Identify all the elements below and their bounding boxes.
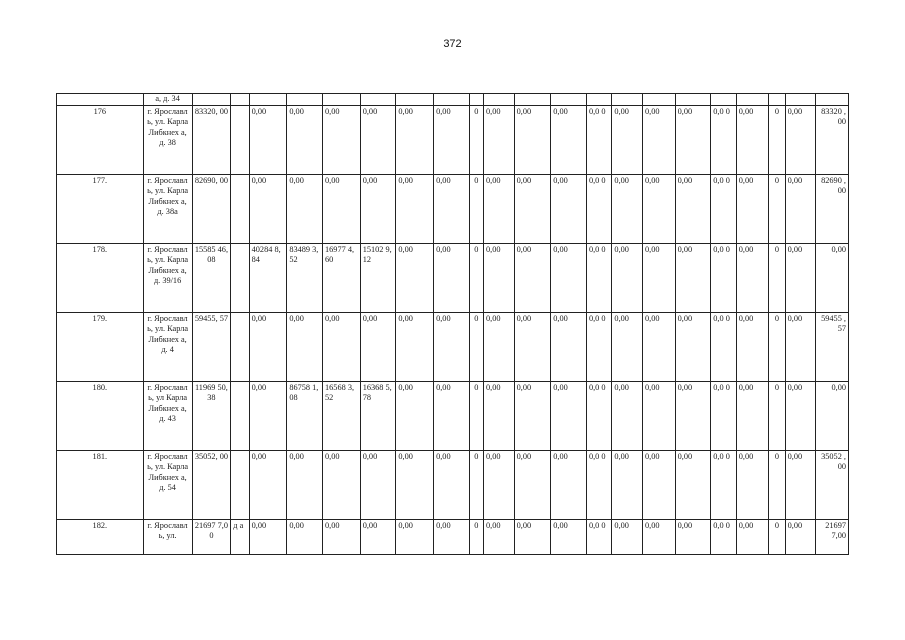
amount-1-cell: 0,00 [249,450,287,519]
amount-13-cell: 0,00 [675,519,711,554]
amount-4-cell: 0,00 [360,312,396,381]
amount-2-cell: 0,00 [287,105,323,174]
amount-3-cell: 0,00 [323,450,361,519]
remaining-amount-cell: 0,00 [816,243,849,312]
empty-cell [192,94,231,106]
amount-6-cell: 0,00 [434,381,470,450]
amount-3-cell: 0,00 [323,174,361,243]
amount-10-cell: 0,0 0 [586,243,611,312]
amount-5-cell: 0,00 [396,450,434,519]
amount-13-cell: 0,00 [675,312,711,381]
count-2-cell: 0 [769,381,785,450]
amount-8-cell: 0,00 [514,450,551,519]
row-number-cell: 181. [57,450,144,519]
amount-7-cell: 0,00 [484,174,515,243]
count-2-cell: 0 [769,243,785,312]
empty-cell [643,94,676,106]
row-number-cell: 177. [57,174,144,243]
amount-1-cell: 40284 8,84 [249,243,287,312]
table-row [57,450,849,519]
amount-6-cell: 0,00 [434,105,470,174]
remaining-amount-cell: 82690 ,00 [816,174,849,243]
marker-cell [231,450,249,519]
amount-16-cell: 0,00 [785,312,816,381]
amount-8-cell: 0,00 [514,381,551,450]
empty-cell [711,94,736,106]
amount-15-cell: 0,00 [736,519,769,554]
page-number: 372 [443,38,462,50]
amount-2-cell: 0,00 [287,312,323,381]
amount-15-cell: 0,00 [736,105,769,174]
amount-11-cell: 0,00 [612,174,643,243]
amount-2-cell: 0,00 [287,450,323,519]
count-1-cell: 0 [469,381,483,450]
row-number-cell: 182. [57,519,144,554]
amount-14-cell: 0,0 0 [711,105,736,174]
table-row [57,381,849,450]
marker-cell [231,174,249,243]
address-cell: г. Ярославл ь, ул Карла Либкнех а, д. 43 [143,381,192,450]
amount-5-cell: 0,00 [396,243,434,312]
empty-cell [323,94,361,106]
empty-cell [586,94,611,106]
amount-9-cell: 0,00 [551,381,587,450]
amount-3-cell: 0,00 [323,105,361,174]
amount-12-cell: 0,00 [643,381,676,450]
amount-7-cell: 0,00 [484,312,515,381]
amount-3-cell: 0,00 [323,519,361,554]
remaining-amount-cell: 59455 ,57 [816,312,849,381]
empty-cell [612,94,643,106]
row-number-cell: 178. [57,243,144,312]
amount-6-cell: 0,00 [434,174,470,243]
amount-16-cell: 0,00 [785,243,816,312]
amount-9-cell: 0,00 [551,105,587,174]
total-amount-cell: 83320, 00 [192,105,231,174]
amount-8-cell: 0,00 [514,243,551,312]
amount-11-cell: 0,00 [612,519,643,554]
remaining-amount-cell: 0,00 [816,381,849,450]
amount-11-cell: 0,00 [612,105,643,174]
address-cell: г. Ярославл ь, ул. Карла Либкнех а, д. 54 [143,450,192,519]
table-row-continuation [57,94,849,106]
row-number-cell: 180. [57,381,144,450]
empty-cell [675,94,711,106]
total-amount-cell: 15585 46,08 [192,243,231,312]
amount-10-cell: 0,0 0 [586,174,611,243]
address-cell: г. Ярославл ь, ул. Карла Либкнех а, д. 4 [143,312,192,381]
table-row [57,105,849,174]
amount-1-cell: 0,00 [249,174,287,243]
amount-15-cell: 0,00 [736,381,769,450]
empty-cell [769,94,785,106]
marker-cell: д а [231,519,249,554]
amount-5-cell: 0,00 [396,381,434,450]
empty-cell [469,94,483,106]
amount-8-cell: 0,00 [514,312,551,381]
count-1-cell: 0 [469,312,483,381]
amount-8-cell: 0,00 [514,174,551,243]
amount-5-cell: 0,00 [396,105,434,174]
amount-15-cell: 0,00 [736,174,769,243]
row-number-cell: 176 [57,105,144,174]
amount-9-cell: 0,00 [551,519,587,554]
total-amount-cell: 21697 7,00 [192,519,231,554]
marker-cell [231,105,249,174]
empty-cell [736,94,769,106]
amount-12-cell: 0,00 [643,312,676,381]
empty-cell [287,94,323,106]
marker-cell [231,243,249,312]
count-2-cell: 0 [769,519,785,554]
amount-9-cell: 0,00 [551,174,587,243]
amount-7-cell: 0,00 [484,381,515,450]
amount-11-cell: 0,00 [612,450,643,519]
amount-9-cell: 0,00 [551,243,587,312]
row-number-cell: 179. [57,312,144,381]
address-cell: а, д. 34 [143,94,192,106]
empty-cell [396,94,434,106]
amount-15-cell: 0,00 [736,243,769,312]
amount-1-cell: 0,00 [249,105,287,174]
amount-10-cell: 0,0 0 [586,381,611,450]
amount-3-cell: 0,00 [323,312,361,381]
amount-6-cell: 0,00 [434,519,470,554]
amount-4-cell: 0,00 [360,105,396,174]
amount-16-cell: 0,00 [785,450,816,519]
amount-14-cell: 0,0 0 [711,519,736,554]
amount-2-cell: 0,00 [287,519,323,554]
amount-7-cell: 0,00 [484,519,515,554]
count-2-cell: 0 [769,450,785,519]
empty-cell [551,94,587,106]
amount-6-cell: 0,00 [434,243,470,312]
count-1-cell: 0 [469,450,483,519]
amount-16-cell: 0,00 [785,381,816,450]
count-2-cell: 0 [769,105,785,174]
amount-11-cell: 0,00 [612,243,643,312]
empty-cell [816,94,849,106]
address-cell: г. Ярославл ь, ул. Карла Либкнех а, д. 39/16 [143,243,192,312]
remaining-amount-cell: 35052 ,00 [816,450,849,519]
amount-6-cell: 0,00 [434,312,470,381]
amount-4-cell: 0,00 [360,450,396,519]
amount-6-cell: 0,00 [434,450,470,519]
count-2-cell: 0 [769,312,785,381]
amount-10-cell: 0,0 0 [586,312,611,381]
table-row [57,312,849,381]
marker-cell [231,312,249,381]
amount-8-cell: 0,00 [514,519,551,554]
total-amount-cell: 82690, 00 [192,174,231,243]
amount-2-cell: 86758 1,08 [287,381,323,450]
amount-7-cell: 0,00 [484,243,515,312]
empty-cell [785,94,816,106]
amount-5-cell: 0,00 [396,312,434,381]
marker-cell [231,381,249,450]
remaining-amount-cell: 83320 ,00 [816,105,849,174]
address-cell: г. Ярославл ь, ул. [143,519,192,554]
count-1-cell: 0 [469,105,483,174]
count-1-cell: 0 [469,519,483,554]
total-amount-cell: 35052, 00 [192,450,231,519]
amount-4-cell: 0,00 [360,174,396,243]
amount-10-cell: 0,0 0 [586,519,611,554]
total-amount-cell: 59455, 57 [192,312,231,381]
empty-cell [231,94,249,106]
amount-1-cell: 0,00 [249,519,287,554]
amount-7-cell: 0,00 [484,105,515,174]
count-1-cell: 0 [469,243,483,312]
amount-12-cell: 0,00 [643,243,676,312]
amount-12-cell: 0,00 [643,450,676,519]
amount-2-cell: 0,00 [287,174,323,243]
empty-cell [434,94,470,106]
count-1-cell: 0 [469,174,483,243]
data-table [56,93,849,555]
amount-10-cell: 0,0 0 [586,105,611,174]
amount-3-cell: 16568 3,52 [323,381,361,450]
total-amount-cell: 11969 50,38 [192,381,231,450]
amount-12-cell: 0,00 [643,519,676,554]
remaining-amount-cell: 21697 7,00 [816,519,849,554]
empty-cell [249,94,287,106]
amount-15-cell: 0,00 [736,312,769,381]
amount-3-cell: 16977 4,60 [323,243,361,312]
amount-13-cell: 0,00 [675,174,711,243]
amount-13-cell: 0,00 [675,243,711,312]
amount-12-cell: 0,00 [643,105,676,174]
amount-4-cell: 0,00 [360,519,396,554]
empty-cell [514,94,551,106]
count-2-cell: 0 [769,174,785,243]
amount-11-cell: 0,00 [612,381,643,450]
amount-9-cell: 0,00 [551,450,587,519]
amount-14-cell: 0,0 0 [711,450,736,519]
amount-14-cell: 0,0 0 [711,174,736,243]
table-row [57,174,849,243]
amount-11-cell: 0,00 [612,312,643,381]
amount-15-cell: 0,00 [736,450,769,519]
amount-14-cell: 0,0 0 [711,312,736,381]
amount-4-cell: 16368 5,78 [360,381,396,450]
amount-14-cell: 0,0 0 [711,243,736,312]
empty-cell [57,94,144,106]
amount-2-cell: 83489 3,52 [287,243,323,312]
empty-cell [484,94,515,106]
amount-13-cell: 0,00 [675,450,711,519]
amount-13-cell: 0,00 [675,105,711,174]
amount-1-cell: 0,00 [249,312,287,381]
amount-16-cell: 0,00 [785,519,816,554]
amount-13-cell: 0,00 [675,381,711,450]
amount-16-cell: 0,00 [785,174,816,243]
amount-5-cell: 0,00 [396,174,434,243]
table-row [57,519,849,554]
amount-5-cell: 0,00 [396,519,434,554]
address-cell: г. Ярославл ь, ул. Карла Либкнех а, д. 38а [143,174,192,243]
table-row [57,243,849,312]
amount-1-cell: 0,00 [249,381,287,450]
amount-7-cell: 0,00 [484,450,515,519]
amount-4-cell: 15102 9,12 [360,243,396,312]
amount-14-cell: 0,0 0 [711,381,736,450]
amount-10-cell: 0,0 0 [586,450,611,519]
amount-12-cell: 0,00 [643,174,676,243]
amount-8-cell: 0,00 [514,105,551,174]
empty-cell [360,94,396,106]
amount-9-cell: 0,00 [551,312,587,381]
address-cell: г. Ярославл ь, ул. Карла Либкнех а, д. 38 [143,105,192,174]
amount-16-cell: 0,00 [785,105,816,174]
